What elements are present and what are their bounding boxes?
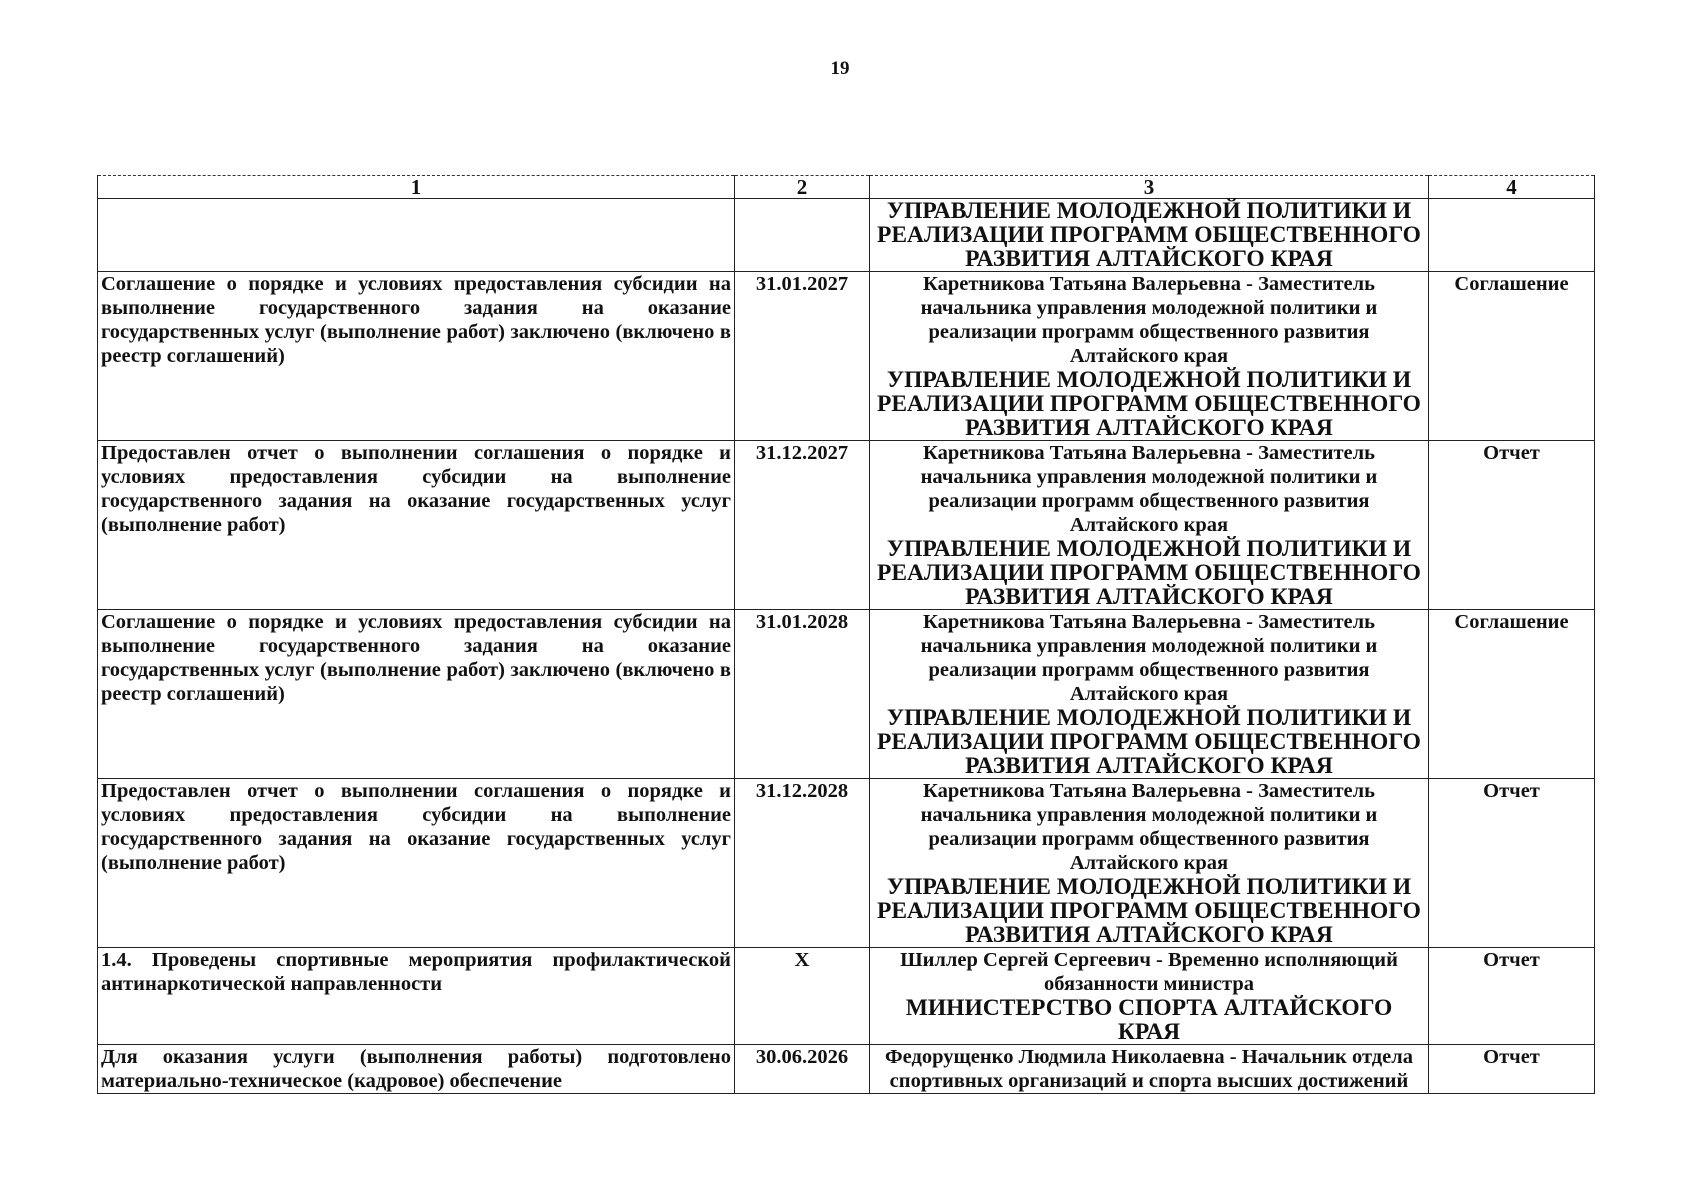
responsible-person: Шиллер Сергей Сергеевич - Временно исполняющий обязанности министра <box>900 949 1398 995</box>
date-cell <box>735 779 870 948</box>
date-cell <box>735 948 870 1045</box>
date-cell <box>735 272 870 441</box>
header-row <box>98 176 1595 199</box>
page-number: 19 <box>830 58 850 79</box>
event-cell <box>98 441 735 610</box>
event-text: 1.4. Проведены спортивные мероприятия профилактической антинаркотической направленности <box>101 949 731 995</box>
date-cell <box>735 1045 870 1094</box>
table-row <box>98 1045 1595 1094</box>
responsible-org: УПРАВЛЕНИЕ МОЛОДЕЖНОЙ ПОЛИТИКИ И РЕАЛИЗАЦИИ ПРОГРАММ ОБЩЕСТВЕННОГО РАЗВИТИЯ АЛТАЙСКОГО КРАЯ <box>877 198 1421 272</box>
document-cell <box>1429 1045 1595 1094</box>
empty-cell <box>1429 199 1595 272</box>
responsible-org: МИНИСТЕРСТВО СПОРТА АЛТАЙСКОГО КРАЯ <box>905 995 1393 1045</box>
table-row <box>98 779 1595 948</box>
document-type: Соглашение <box>1454 273 1569 295</box>
column-header-2: 2 <box>735 176 870 199</box>
responsible-org: УПРАВЛЕНИЕ МОЛОДЕЖНОЙ ПОЛИТИКИ И РЕАЛИЗАЦИИ ПРОГРАММ ОБЩЕСТВЕННОГО РАЗВИТИЯ АЛТАЙСКОГО КРАЯ <box>877 536 1421 610</box>
document-type: Отчет <box>1483 780 1540 802</box>
empty-cell <box>98 199 735 272</box>
table-row <box>98 272 1595 441</box>
responsible-org: УПРАВЛЕНИЕ МОЛОДЕЖНОЙ ПОЛИТИКИ И РЕАЛИЗАЦИИ ПРОГРАММ ОБЩЕСТВЕННОГО РАЗВИТИЯ АЛТАЙСКОГО КРАЯ <box>877 705 1421 779</box>
document-cell <box>1429 272 1595 441</box>
plan-table <box>97 175 1595 1094</box>
responsible-cell <box>870 441 1429 610</box>
column-header-1: 1 <box>98 176 735 199</box>
empty-cell <box>735 199 870 272</box>
event-text: Предоставлен отчет о выполнении соглашения о порядке и условиях предоставления субсидии на выполнение государственного задания на оказание государственных услуг (выполнение работ) <box>101 442 731 536</box>
table-body <box>98 272 1595 1094</box>
responsible-org: УПРАВЛЕНИЕ МОЛОДЕЖНОЙ ПОЛИТИКИ И РЕАЛИЗАЦИИ ПРОГРАММ ОБЩЕСТВЕННОГО РАЗВИТИЯ АЛТАЙСКОГО КРАЯ <box>877 874 1421 948</box>
deadline-date: 30.06.2026 <box>755 1046 849 1068</box>
table-row <box>98 948 1595 1045</box>
date-cell <box>735 441 870 610</box>
responsible-person: Каретникова Татьяна Валерьевна - Заместитель начальника управления молодежной политики и реализации программ общественного развития Алтайского края <box>920 442 1378 536</box>
column-header-3: 3 <box>870 176 1429 199</box>
event-cell <box>98 610 735 779</box>
deadline-date: 31.12.2027 <box>755 442 849 464</box>
document-cell <box>1429 610 1595 779</box>
document-cell <box>1429 948 1595 1045</box>
date-cell <box>735 610 870 779</box>
deadline-date: 31.01.2028 <box>755 611 849 633</box>
event-cell <box>98 779 735 948</box>
event-cell <box>98 272 735 441</box>
document-type: Отчет <box>1483 1046 1540 1068</box>
table-row <box>98 441 1595 610</box>
responsible-person: Каретникова Татьяна Валерьевна - Заместитель начальника управления молодежной политики и реализации программ общественного развития Алтайского края <box>920 780 1378 874</box>
document-type: Отчет <box>1483 442 1540 464</box>
document-cell <box>1429 441 1595 610</box>
event-text: Предоставлен отчет о выполнении соглашения о порядке и условиях предоставления субсидии на выполнение государственного задания на оказание государственных услуг (выполнение работ) <box>101 780 731 874</box>
responsible-person: Каретникова Татьяна Валерьевна - Заместитель начальника управления молодежной политики и реализации программ общественного развития Алтайского края <box>920 611 1378 705</box>
responsible-person: Федорущенко Людмила Николаевна - Начальник отдела спортивных организаций и спорта высших достижений <box>885 1046 1413 1092</box>
responsible-cell <box>870 779 1429 948</box>
table-row <box>98 610 1595 779</box>
responsible-cell <box>870 610 1429 779</box>
event-text: Соглашение о порядке и условиях предоставления субсидии на выполнение государственного задания на оказание государственных услуг (выполнение работ) заключено (включено в реестр соглашений) <box>101 273 731 367</box>
document-cell <box>1429 779 1595 948</box>
event-cell <box>98 948 735 1045</box>
deadline-date: X <box>794 949 810 971</box>
deadline-date: 31.12.2028 <box>755 780 849 802</box>
event-text: Для оказания услуги (выполнения работы) подготовлено материально-техническое (кадровое) обеспечение <box>101 1046 731 1092</box>
column-header-4: 4 <box>1429 176 1595 199</box>
document-type: Соглашение <box>1454 611 1569 633</box>
responsible-cell <box>870 272 1429 441</box>
event-cell <box>98 1045 735 1094</box>
responsible-org: УПРАВЛЕНИЕ МОЛОДЕЖНОЙ ПОЛИТИКИ И РЕАЛИЗАЦИИ ПРОГРАММ ОБЩЕСТВЕННОГО РАЗВИТИЯ АЛТАЙСКОГО КРАЯ <box>877 367 1421 441</box>
event-text: Соглашение о порядке и условиях предоставления субсидии на выполнение государственного задания на оказание государственных услуг (выполнение работ) заключено (включено в реестр соглашений) <box>101 611 731 705</box>
document-type: Отчет <box>1483 949 1540 971</box>
table-row-continuation <box>98 199 1595 272</box>
deadline-date: 31.01.2027 <box>755 273 849 295</box>
responsible-cell <box>870 1045 1429 1094</box>
responsible-person: Каретникова Татьяна Валерьевна - Заместитель начальника управления молодежной политики и реализации программ общественного развития Алтайского края <box>920 273 1378 367</box>
responsible-cell <box>870 948 1429 1045</box>
responsible-org-cell <box>870 199 1429 272</box>
